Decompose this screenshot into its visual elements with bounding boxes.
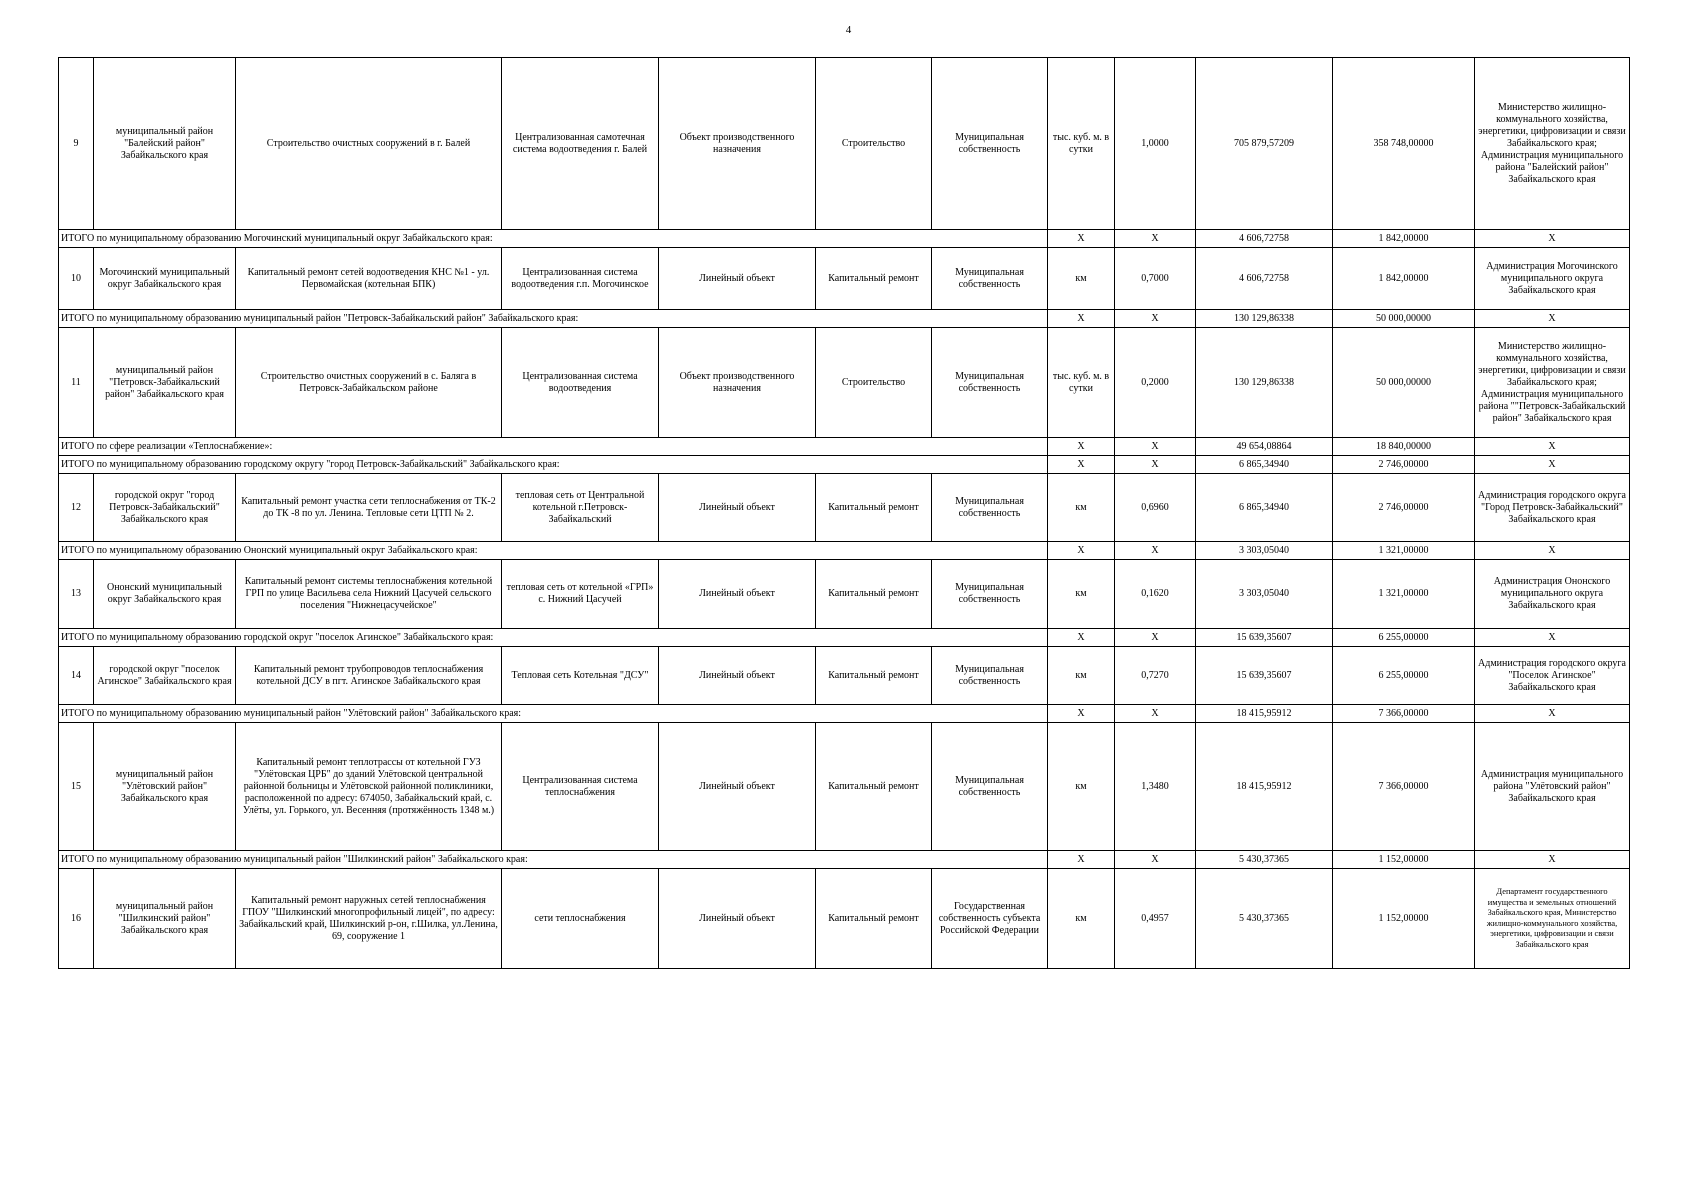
table-row [59, 474, 1630, 542]
investment-program-table [58, 57, 1630, 969]
budget-cell: 50 000,00000 [1333, 310, 1475, 328]
subtotal-row [59, 438, 1630, 456]
budget-cell: 50 000,00000 [1333, 328, 1475, 438]
budget-cell: 18 840,00000 [1333, 438, 1475, 456]
work-type-cell: Строительство [816, 58, 932, 230]
budget-cell: 1 842,00000 [1333, 230, 1475, 248]
total-cost-cell: 3 303,05040 [1196, 542, 1333, 560]
executor-cell: Х [1475, 456, 1630, 474]
capacity-cell: 1,0000 [1115, 58, 1196, 230]
subtotal-label: ИТОГО по муниципальному образованию муниципальный район "Улётовский район" Забайкальского края: [59, 705, 1048, 723]
subtotal-row [59, 705, 1630, 723]
budget-cell: 358 748,00000 [1333, 58, 1475, 230]
total-cost-cell: 18 415,95912 [1196, 705, 1333, 723]
unit-cell: км [1048, 647, 1115, 705]
unit-cell: Х [1048, 851, 1115, 869]
executor-cell: Х [1475, 851, 1630, 869]
budget-cell: 1 152,00000 [1333, 851, 1475, 869]
capacity-cell: Х [1115, 629, 1196, 647]
municipality-cell: городской округ "поселок Агинское" Забайкальского края [94, 647, 236, 705]
object-name-cell: Капитальный ремонт теплотрассы от котельной ГУЗ "Улётовская ЦРБ" до зданий Улётовской центральной районной больницы и Улётовской районной поликлиники, расположенной по адресу: 674050, Забайкальский край, с. Улёты, ул. Горького, ул. Весенняя (протяжённость 1348 м.) [236, 723, 502, 851]
capacity-cell: 0,7270 [1115, 647, 1196, 705]
total-cost-cell: 15 639,35607 [1196, 647, 1333, 705]
total-cost-cell: 15 639,35607 [1196, 629, 1333, 647]
capacity-cell: Х [1115, 705, 1196, 723]
total-cost-cell: 5 430,37365 [1196, 869, 1333, 969]
ownership-cell: Муниципальная собственность [932, 560, 1048, 629]
unit-cell: Х [1048, 230, 1115, 248]
total-cost-cell: 705 879,57209 [1196, 58, 1333, 230]
system-cell: Тепловая сеть Котельная "ДСУ" [502, 647, 659, 705]
system-cell: Централизованная система водоотведения [502, 328, 659, 438]
row-number-cell: 13 [59, 560, 94, 629]
table-row [59, 58, 1630, 230]
subtotal-row [59, 629, 1630, 647]
total-cost-cell: 130 129,86338 [1196, 310, 1333, 328]
table-row [59, 723, 1630, 851]
ownership-cell: Муниципальная собственность [932, 58, 1048, 230]
executor-cell: Администрация городского округа "Город Петровск-Забайкальский" Забайкальского края [1475, 474, 1630, 542]
unit-cell: Х [1048, 310, 1115, 328]
municipality-cell: городской округ "город Петровск-Забайкальский" Забайкальского края [94, 474, 236, 542]
ownership-cell: Муниципальная собственность [932, 723, 1048, 851]
unit-cell: Х [1048, 705, 1115, 723]
object-type-cell: Линейный объект [659, 248, 816, 310]
object-name-cell: Строительство очистных сооружений в г. Балей [236, 58, 502, 230]
row-number-cell: 10 [59, 248, 94, 310]
object-type-cell: Линейный объект [659, 723, 816, 851]
municipality-cell: муниципальный район "Балейский район" Забайкальского края [94, 58, 236, 230]
capacity-cell: Х [1115, 851, 1196, 869]
executor-cell: Х [1475, 629, 1630, 647]
row-number-cell: 16 [59, 869, 94, 969]
executor-cell: Министерство жилищно-коммунального хозяйства, энергетики, цифровизации и связи Забайкальского края; Администрация муниципального района "Балейский район" Забайкальского края [1475, 58, 1630, 230]
total-cost-cell: 5 430,37365 [1196, 851, 1333, 869]
subtotal-row [59, 456, 1630, 474]
table-body [59, 58, 1630, 969]
unit-cell: Х [1048, 456, 1115, 474]
unit-cell: км [1048, 560, 1115, 629]
ownership-cell: Муниципальная собственность [932, 328, 1048, 438]
table-row [59, 647, 1630, 705]
subtotal-label: ИТОГО по муниципальному образованию муниципальный район "Петровск-Забайкальский район" Забайкальского края: [59, 310, 1048, 328]
budget-cell: 1 842,00000 [1333, 248, 1475, 310]
budget-cell: 1 321,00000 [1333, 560, 1475, 629]
table-row [59, 248, 1630, 310]
capacity-cell: Х [1115, 438, 1196, 456]
row-number-cell: 12 [59, 474, 94, 542]
total-cost-cell: 6 865,34940 [1196, 456, 1333, 474]
capacity-cell: Х [1115, 230, 1196, 248]
unit-cell: км [1048, 723, 1115, 851]
unit-cell: Х [1048, 542, 1115, 560]
budget-cell: 1 321,00000 [1333, 542, 1475, 560]
subtotal-label: ИТОГО по муниципальному образованию муниципальный район "Шилкинский район" Забайкальского края: [59, 851, 1048, 869]
system-cell: тепловая сеть от Центральной котельной г.Петровск-Забайкальский [502, 474, 659, 542]
system-cell: тепловая сеть от котельной «ГРП» с. Нижний Цасучей [502, 560, 659, 629]
subtotal-row [59, 230, 1630, 248]
object-name-cell: Капитальный ремонт системы теплоснабжения котельной ГРП по улице Васильева села Нижний Цасучей сельского поселения "Нижнецасучейское" [236, 560, 502, 629]
executor-cell: Администрация муниципального района "Улётовский район" Забайкальского края [1475, 723, 1630, 851]
capacity-cell: 1,3480 [1115, 723, 1196, 851]
capacity-cell: 0,1620 [1115, 560, 1196, 629]
unit-cell: тыс. куб. м. в сутки [1048, 58, 1115, 230]
executor-cell: Администрация городского округа "Поселок Агинское" Забайкальского края [1475, 647, 1630, 705]
work-type-cell: Капитальный ремонт [816, 723, 932, 851]
budget-cell: 7 366,00000 [1333, 705, 1475, 723]
executor-cell: Х [1475, 542, 1630, 560]
object-name-cell: Капитальный ремонт сетей водоотведения КНС №1 - ул. Первомайская (котельная БПК) [236, 248, 502, 310]
subtotal-row [59, 542, 1630, 560]
object-name-cell: Капитальный ремонт участка сети теплоснабжения от ТК-2 до ТК -8 по ул. Ленина. Тепловые сети ЦТП № 2. [236, 474, 502, 542]
municipality-cell: Могочинский муниципальный округ Забайкальского края [94, 248, 236, 310]
total-cost-cell: 130 129,86338 [1196, 328, 1333, 438]
work-type-cell: Капитальный ремонт [816, 560, 932, 629]
budget-cell: 1 152,00000 [1333, 869, 1475, 969]
work-type-cell: Капитальный ремонт [816, 869, 932, 969]
executor-cell: Администрация Ононского муниципального округа Забайкальского края [1475, 560, 1630, 629]
executor-cell: Департамент государственного имущества и земельных отношений Забайкальского края, Министерство жилищно-коммунального хозяйства, энергетики, цифровизации и связи Забайкальского края [1475, 869, 1630, 969]
municipality-cell: муниципальный район "Шилкинский район" Забайкальского края [94, 869, 236, 969]
total-cost-cell: 4 606,72758 [1196, 248, 1333, 310]
work-type-cell: Капитальный ремонт [816, 248, 932, 310]
capacity-cell: Х [1115, 456, 1196, 474]
object-type-cell: Линейный объект [659, 474, 816, 542]
total-cost-cell: 49 654,08864 [1196, 438, 1333, 456]
total-cost-cell: 4 606,72758 [1196, 230, 1333, 248]
subtotal-label: ИТОГО по сфере реализации «Теплоснабжение»: [59, 438, 1048, 456]
capacity-cell: 0,7000 [1115, 248, 1196, 310]
row-number-cell: 9 [59, 58, 94, 230]
capacity-cell: 0,2000 [1115, 328, 1196, 438]
municipality-cell: Ононский муниципальный округ Забайкальского края [94, 560, 236, 629]
unit-cell: тыс. куб. м. в сутки [1048, 328, 1115, 438]
capacity-cell: 0,6960 [1115, 474, 1196, 542]
ownership-cell: Муниципальная собственность [932, 474, 1048, 542]
table-row [59, 328, 1630, 438]
object-type-cell: Объект производственного назначения [659, 328, 816, 438]
table-row [59, 560, 1630, 629]
executor-cell: Администрация Могочинского муниципального округа Забайкальского края [1475, 248, 1630, 310]
object-type-cell: Объект производственного назначения [659, 58, 816, 230]
object-name-cell: Капитальный ремонт трубопроводов теплоснабжения котельной ДСУ в пгт. Агинское Забайкальского края [236, 647, 502, 705]
executor-cell: Х [1475, 438, 1630, 456]
subtotal-row [59, 310, 1630, 328]
subtotal-label: ИТОГО по муниципальному образованию городской округ "поселок Агинское" Забайкальского края: [59, 629, 1048, 647]
budget-cell: 6 255,00000 [1333, 647, 1475, 705]
ownership-cell: Государственная собственность субъекта Российской Федерации [932, 869, 1048, 969]
budget-cell: 2 746,00000 [1333, 456, 1475, 474]
ownership-cell: Муниципальная собственность [932, 647, 1048, 705]
total-cost-cell: 3 303,05040 [1196, 560, 1333, 629]
object-type-cell: Линейный объект [659, 869, 816, 969]
subtotal-row [59, 851, 1630, 869]
budget-cell: 2 746,00000 [1333, 474, 1475, 542]
object-name-cell: Капитальный ремонт наружных сетей теплоснабжения ГПОУ "Шилкинский многопрофильный лицей", по адресу: Забайкальский край, Шилкинский р-он, г.Шилка, ул.Ленина, 69, сооружение 1 [236, 869, 502, 969]
subtotal-label: ИТОГО по муниципальному образованию городскому округу "город Петровск-Забайкальский" Забайкальского края: [59, 456, 1048, 474]
budget-cell: 7 366,00000 [1333, 723, 1475, 851]
municipality-cell: муниципальный район "Улётовский район" Забайкальского края [94, 723, 236, 851]
object-type-cell: Линейный объект [659, 647, 816, 705]
total-cost-cell: 6 865,34940 [1196, 474, 1333, 542]
table-row [59, 869, 1630, 969]
work-type-cell: Капитальный ремонт [816, 474, 932, 542]
capacity-cell: Х [1115, 310, 1196, 328]
capacity-cell: 0,4957 [1115, 869, 1196, 969]
unit-cell: км [1048, 474, 1115, 542]
ownership-cell: Муниципальная собственность [932, 248, 1048, 310]
work-type-cell: Строительство [816, 328, 932, 438]
municipality-cell: муниципальный район "Петровск-Забайкальский район" Забайкальского края [94, 328, 236, 438]
row-number-cell: 11 [59, 328, 94, 438]
row-number-cell: 15 [59, 723, 94, 851]
executor-cell: Х [1475, 230, 1630, 248]
subtotal-label: ИТОГО по муниципальному образованию Ононский муниципальный округ Забайкальского края: [59, 542, 1048, 560]
executor-cell: Х [1475, 705, 1630, 723]
system-cell: Централизованная система теплоснабжения [502, 723, 659, 851]
unit-cell: Х [1048, 629, 1115, 647]
executor-cell: Министерство жилищно-коммунального хозяйства, энергетики, цифровизации и связи Забайкальского края; Администрация муниципального района ""Петровск-Забайкальский район" Забайкальского края [1475, 328, 1630, 438]
unit-cell: км [1048, 869, 1115, 969]
work-type-cell: Капитальный ремонт [816, 647, 932, 705]
object-type-cell: Линейный объект [659, 560, 816, 629]
page-number: 4 [845, 24, 852, 36]
subtotal-label: ИТОГО по муниципальному образованию Могочинский муниципальный округ Забайкальского края: [59, 230, 1048, 248]
unit-cell: Х [1048, 438, 1115, 456]
unit-cell: км [1048, 248, 1115, 310]
executor-cell: Х [1475, 310, 1630, 328]
system-cell: Централизованная система водоотведения г.п. Могочинское [502, 248, 659, 310]
system-cell: Централизованная самотечная система водоотведения г. Балей [502, 58, 659, 230]
budget-cell: 6 255,00000 [1333, 629, 1475, 647]
system-cell: сети теплоснабжения [502, 869, 659, 969]
row-number-cell: 14 [59, 647, 94, 705]
object-name-cell: Строительство очистных сооружений в с. Баляга в Петровск-Забайкальском районе [236, 328, 502, 438]
capacity-cell: Х [1115, 542, 1196, 560]
total-cost-cell: 18 415,95912 [1196, 723, 1333, 851]
